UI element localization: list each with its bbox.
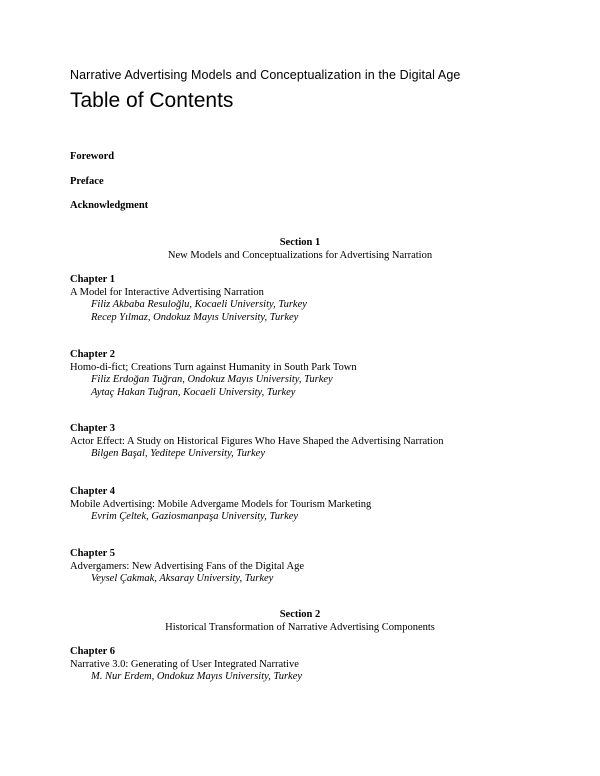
toc-heading: Table of Contents xyxy=(70,89,234,112)
chapter-5 xyxy=(70,548,304,586)
chapter-title: A Model for Interactive Advertising Narration xyxy=(70,286,264,298)
chapter-title: Homo-di-fict; Creations Turn against Humanity in South Park Town xyxy=(70,361,357,373)
chapter-author: M. Nur Erdem, Ondokuz Mayıs University, Turkey xyxy=(91,671,303,682)
book-title: Narrative Advertising Models and Conceptualization in the Digital Age xyxy=(70,68,461,82)
chapter-title: Advergamers: New Advertising Fans of the Digital Age xyxy=(70,560,304,572)
section-2-title: Historical Transformation of Narrative Advertising Components xyxy=(165,622,435,633)
chapter-6 xyxy=(70,646,302,684)
chapter-author: Veysel Çakmak, Aksaray University, Turkey xyxy=(91,573,274,584)
chapter-label: Chapter 3 xyxy=(70,423,116,434)
chapter-label: Chapter 5 xyxy=(70,548,116,559)
chapter-author: Filiz Erdoğan Tuğran, Ondokuz Mayıs University, Turkey xyxy=(91,374,333,385)
chapter-author: Evrim Çeltek, Gaziosmanpaşa University, Turkey xyxy=(91,511,299,522)
chapter-label: Chapter 4 xyxy=(70,486,116,497)
chapter-3 xyxy=(70,423,443,461)
chapter-title: Mobile Advertising: Mobile Advergame Models for Tourism Marketing xyxy=(70,498,372,510)
chapter-label: Chapter 6 xyxy=(70,646,116,657)
chapter-2 xyxy=(70,349,357,399)
section-1-title: New Models and Conceptualizations for Advertising Narration xyxy=(167,250,433,261)
section-1-label: Section 1 xyxy=(279,237,321,248)
chapter-author: Filiz Akbaba Resuloğlu, Kocaeli University, Turkey xyxy=(91,299,307,310)
chapter-author: Aytaç Hakan Tuğran, Kocaeli University, Turkey xyxy=(91,386,296,398)
front-matter-foreword: Foreword xyxy=(70,151,115,162)
chapter-1 xyxy=(70,274,307,324)
front-matter-preface: Preface xyxy=(70,176,104,187)
chapter-title: Actor Effect: A Study on Historical Figures Who Have Shaped the Advertising Narration xyxy=(70,435,444,447)
section-2-label: Section 2 xyxy=(279,609,321,620)
chapter-4 xyxy=(70,486,371,524)
front-matter-acknowledgment: Acknowledgment xyxy=(70,200,149,211)
chapter-label: Chapter 1 xyxy=(70,274,116,285)
chapter-label: Chapter 2 xyxy=(70,349,116,360)
chapter-author: Recep Yılmaz, Ondokuz Mayıs University, Turkey xyxy=(91,311,299,323)
chapter-author: Bilgen Başal, Yeditepe University, Turkey xyxy=(91,448,266,459)
chapter-title: Narrative 3.0: Generating of User Integrated Narrative xyxy=(70,658,299,670)
